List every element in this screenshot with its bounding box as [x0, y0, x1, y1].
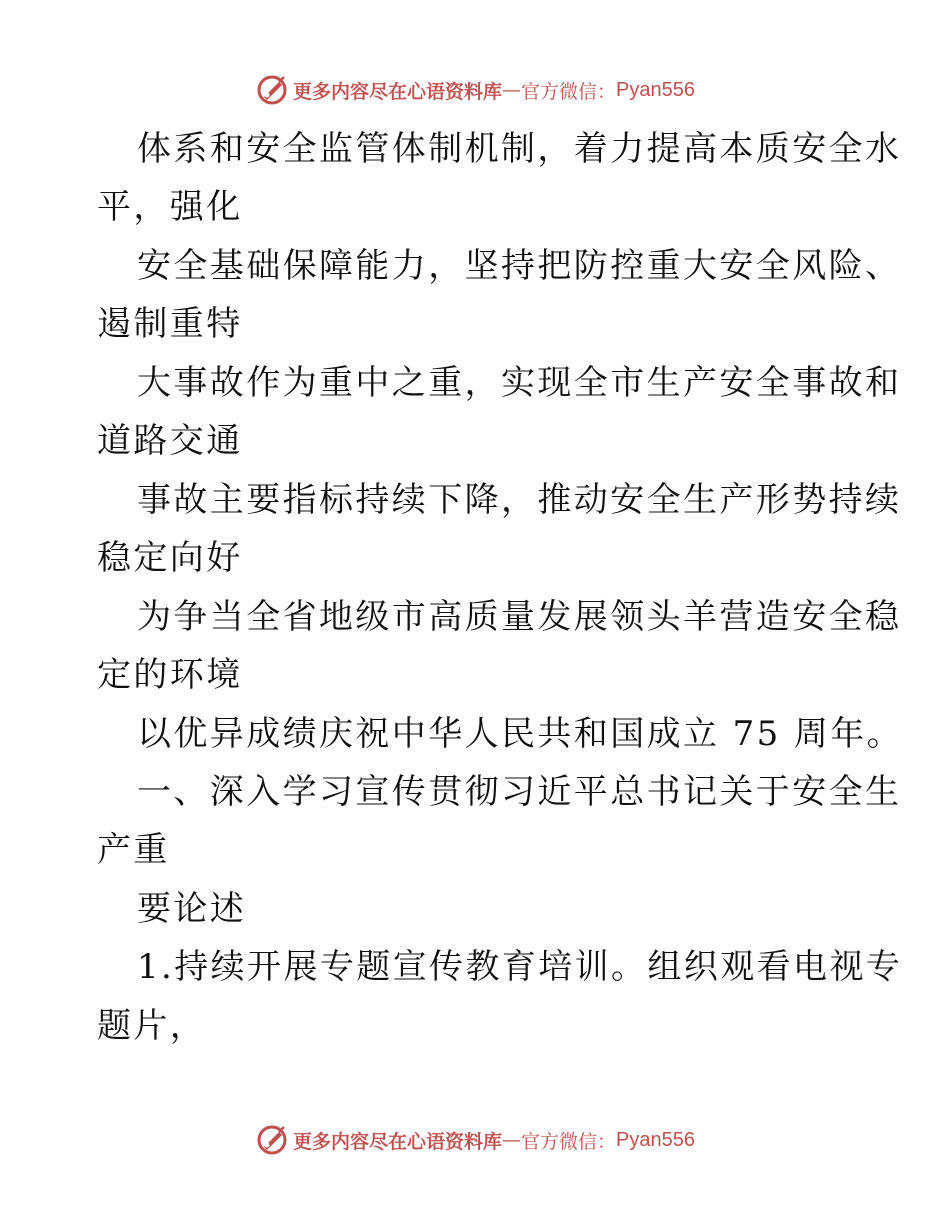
- body-line: 题片，: [97, 1006, 207, 1046]
- body-line: 稳定向好: [97, 538, 243, 578]
- header-account: Pyan556: [616, 78, 695, 101]
- body-line: 遏制重特: [97, 304, 243, 344]
- body-line: 要论述: [137, 889, 247, 929]
- body-line: 产重: [97, 830, 170, 870]
- body-line: 为争当全省地级市高质量发展领头羊营造安全稳: [137, 597, 902, 637]
- body-line: 大事故作为重中之重，实现全市生产安全事故和: [137, 363, 902, 403]
- header-banner: [0, 70, 950, 110]
- footer-banner: [0, 1120, 950, 1160]
- footer-separator: —: [502, 1129, 522, 1151]
- quill-logo-icon: [255, 1123, 289, 1157]
- body-line: 以优异成绩庆祝中华人民共和国成立 75 周年。: [137, 714, 904, 754]
- body-line: 事故主要指标持续下降，推动安全生产形势持续: [137, 480, 902, 520]
- footer-sub-text: 官方微信：: [521, 1130, 617, 1153]
- body-line: 安全基础保障能力，坚持把防控重大安全风险、: [137, 246, 902, 286]
- footer-main-text: 更多内容尽在心语资料库: [293, 1130, 503, 1153]
- quill-logo-icon: [255, 73, 289, 107]
- body-line: 平，强化: [97, 187, 243, 227]
- body-line: 道路交通: [97, 421, 243, 461]
- header-sub-text: 官方微信：: [521, 80, 617, 103]
- header-main-text: 更多内容尽在心语资料库: [293, 80, 503, 103]
- body-line: 体系和安全监管体制机制，着力提高本质安全水: [137, 129, 902, 169]
- body-line: 一、深入学习宣传贯彻习近平总书记关于安全生: [137, 772, 902, 812]
- body-line: 1.持续开展专题宣传教育培训。组织观看电视专: [137, 947, 903, 987]
- footer-account: Pyan556: [616, 1128, 695, 1151]
- header-separator: —: [502, 79, 522, 101]
- body-line: 定的环境: [97, 655, 243, 695]
